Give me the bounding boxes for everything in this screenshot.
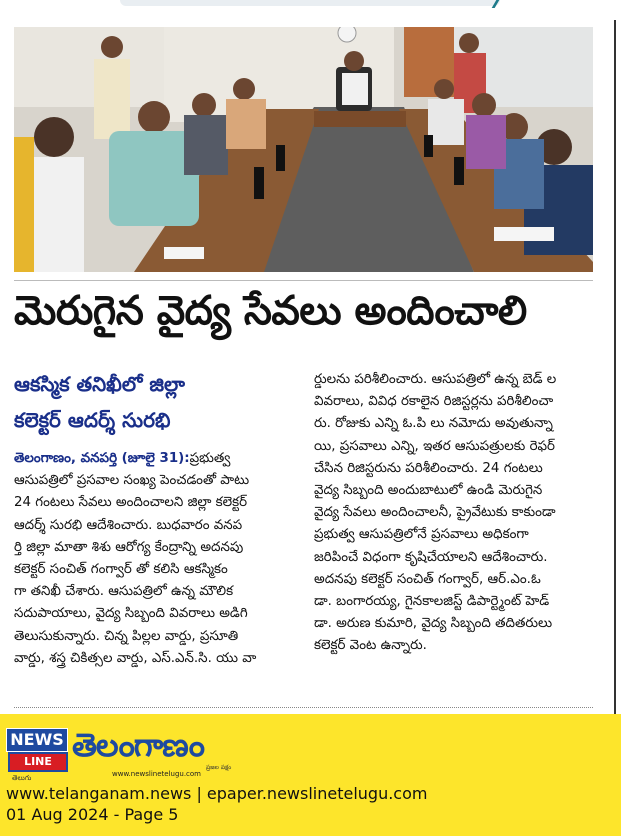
article-subheadline-line-2: కలెక్టర్ ఆదర్శ్ సురభి xyxy=(14,408,171,432)
text-line: ఆసుపత్రిలో ప్రసవాల సంఖ్య పెంచడంతో పాటు xyxy=(14,473,250,489)
meeting-photo xyxy=(14,27,593,272)
logo-tag: తెలుగు xyxy=(12,774,32,782)
newsline-logo xyxy=(6,728,68,782)
text-line: అదనపు కలెక్టర్ సంచిత్ గంగ్వార్, ఆర్.ఎం.ఓ xyxy=(314,571,541,587)
footer-links[interactable]: www.telanganam.news | epaper.newslinetelugu.com xyxy=(6,784,428,803)
text-line: వార్డు, శస్త్ర చికిత్సల వార్డు, ఎస్.ఎన్.సి. యు వా xyxy=(14,650,257,666)
top-strip xyxy=(0,0,621,12)
photo-divider xyxy=(14,280,593,281)
brand-tagline: ప్రజల పక్షం xyxy=(206,764,232,771)
text-line: వైద్య సేవలు అందించాలనీ, ప్రైవేటుకు కాకుండా xyxy=(314,505,556,521)
text-line: చేసిన రిజిస్టరును పరిశీలించారు. 24 గంటలు xyxy=(314,460,543,476)
corner-mark xyxy=(492,0,510,8)
text-line: తెలుసుకున్నారు. చిన్న పిల్లల వార్డు, ప్రసూతి xyxy=(14,628,239,644)
footer xyxy=(0,714,621,836)
text-line: జరిపించే విధంగా కృషిచేయాలని ఆదేశించారు. xyxy=(314,549,548,565)
article-end-rule xyxy=(14,707,593,708)
text-line: గా తనిఖీ చేశారు. ఆసుపత్రిలో ఉన్న మౌలిక xyxy=(14,584,234,600)
brand-site: www.newslinetelugu.com xyxy=(112,770,201,778)
first-line-tail: ప్రభుత్వ xyxy=(189,451,231,466)
text-line: వివరాలు, వివిధ రకాలైన రిజిస్టర్లను పరిశీలించా xyxy=(314,394,554,410)
article-left-column xyxy=(14,448,290,670)
text-line: సదుపాయాలు, వైద్య సిబ్బంది వివరాలు అడిగి xyxy=(14,606,248,622)
text-line: కలెక్టర్ సంచిత్ గంగ్వార్ తో కలిసి ఆకస్మికం xyxy=(14,562,228,578)
article-right-column xyxy=(314,369,596,658)
text-line: ఆదర్శ్ సురభి ఆదేశించారు. బుధవారం వనప xyxy=(14,517,243,533)
text-line: యి, ప్రసవాలు ఎన్ని, ఇతర ఆసుపత్రులకు రెఫర్ xyxy=(314,438,555,454)
article-first-line xyxy=(14,448,290,470)
article-headline: మెరుగైన వైద్య సేవలు అందించాలి xyxy=(14,288,527,334)
text-line: ర్తి జిల్లా మాతా శిశు ఆరోగ్య కేంద్రాన్ని అదనపు xyxy=(14,539,244,555)
text-line: కలెక్టర్ వెంట ఉన్నారు. xyxy=(314,638,427,654)
logo-news-text: NEWS xyxy=(6,728,68,752)
text-line: ర్డులను పరిశీలించారు. ఆసుపత్రిలో ఉన్న బెడ్ ల xyxy=(314,372,557,387)
dateline: తెలంగాణం, వనపర్తి (జూలై 31): xyxy=(14,451,190,466)
text-line: డా. బంగారయ్య, గైనకాలజిస్ట్ డిపార్ట్మెంట్ హెడ్ xyxy=(314,594,550,610)
text-line: వైద్య సిబ్బంది అందుబాటులో ఉండి మెరుగైన xyxy=(314,483,543,499)
previous-article-edge xyxy=(120,0,500,6)
text-line: ప్రభుత్వ ఆసుపత్రిలోనే ప్రసవాలు అధికంగా xyxy=(314,527,529,543)
footer-date-page: 01 Aug 2024 - Page 5 xyxy=(6,805,179,824)
brand-name: తెలంగాణం xyxy=(72,726,204,764)
text-line: 24 గంటలు సేవలు అందించాలని జిల్లా కలెక్టర్ xyxy=(14,495,248,511)
column-rule xyxy=(614,20,616,720)
logo-line-text: LINE xyxy=(8,752,68,772)
text-line: డా. అరుణ కుమారి, వైద్య సిబ్బంది తదితరులు xyxy=(314,616,553,632)
article-subheadline-line-1: ఆకస్మిక తనిఖీలో జిల్లా xyxy=(14,372,185,396)
text-line: రు. రోజుకు ఎన్ని ఓ.పి లు నమోదు అవుతున్నా xyxy=(314,416,553,432)
